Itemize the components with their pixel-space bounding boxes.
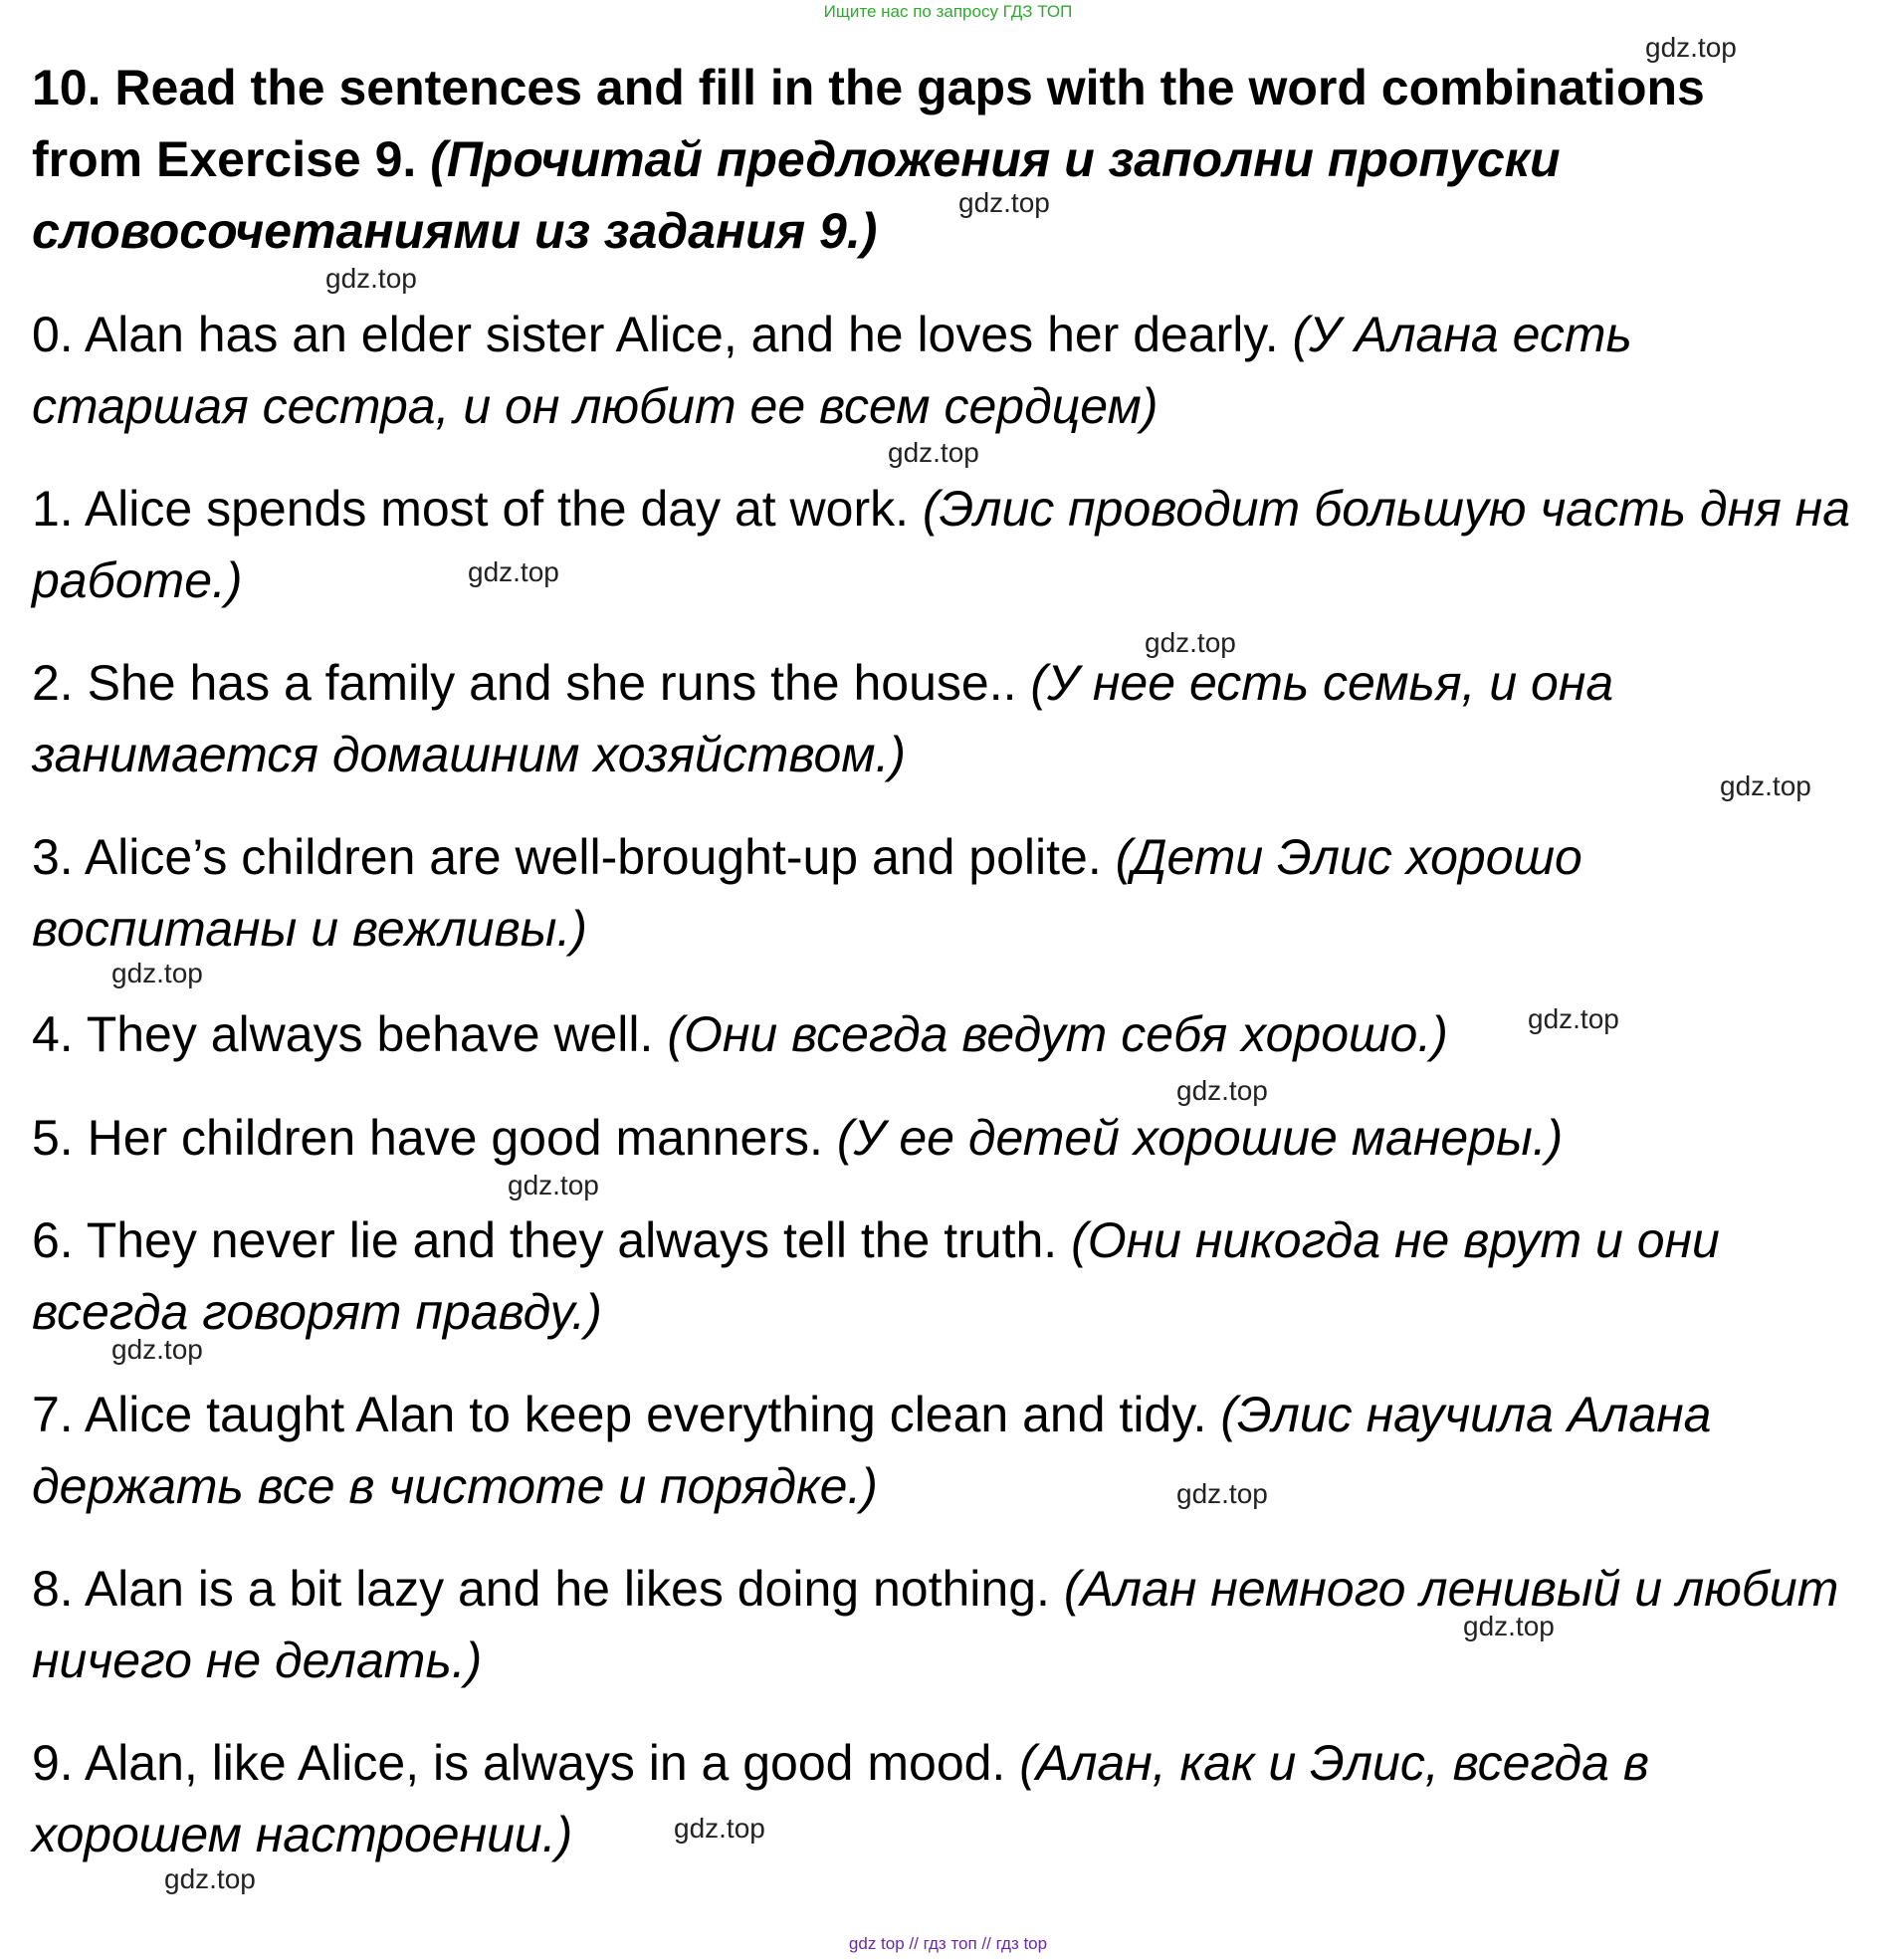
watermark: gdz.top (1176, 1075, 1268, 1106)
watermark: gdz.top (1528, 1003, 1619, 1034)
sentence-6 (32, 1204, 1853, 1348)
sentence-translation: (Они всегда ведут себя хорошо.) (667, 1006, 1448, 1062)
watermark: gdz.top (111, 1334, 203, 1365)
sentence-2 (32, 647, 1853, 790)
watermark: gdz.top (468, 556, 559, 587)
sentence-english: 7. Alice taught Alan to keep everything clean and tidy. (32, 1387, 1207, 1442)
watermark: gdz.top (958, 187, 1050, 218)
sentence-english: 8. Alan is a bit lazy and he likes doing nothing. (32, 1561, 1050, 1617)
watermark: gdz.top (325, 263, 417, 294)
watermark: gdz.top (674, 1813, 765, 1844)
sentence-translation: (У Алана есть старшая сестра, и он любит ее всем сердцем) (32, 307, 1632, 434)
sentence-3 (32, 821, 1853, 965)
sentence-english: 5. Her children have good manners. (32, 1110, 823, 1166)
watermark: gdz.top (1463, 1611, 1555, 1641)
sentence-translation: (Дети Элис хорошо воспитаны и вежливы.) (32, 829, 1582, 957)
watermark: gdz.top (164, 1863, 256, 1894)
sentence-english: 9. Alan, like Alice, is always in a good mood. (32, 1735, 1006, 1791)
watermark: gdz.top (888, 437, 979, 468)
sentence-translation: (Элис проводит большую часть дня на работе.) (32, 481, 1851, 608)
watermark: gdz.top (1645, 32, 1737, 63)
sentence-translation: (Алан, как и Элис, всегда в хорошем настроении.) (32, 1735, 1649, 1862)
watermark: gdz.top (1720, 770, 1811, 801)
sentence-english: 1. Alice spends most of the day at work. (32, 481, 910, 537)
watermark: gdz.top (1145, 627, 1236, 658)
watermark: gdz.top (1176, 1478, 1268, 1509)
sentence-5 (32, 1102, 1853, 1174)
sentence-english: 4. They always behave well. (32, 1006, 654, 1062)
sentence-1 (32, 473, 1853, 616)
watermark: gdz.top (111, 958, 203, 988)
sentence-english: 6. They never lie and they always tell the truth. (32, 1212, 1072, 1268)
sentence-translation: (Элис научила Алана держать все в чистоте и порядке.) (32, 1387, 1712, 1514)
sentence-english: 2. She has a family and she runs the house.. (32, 655, 1017, 711)
sentence-translation: (У нее есть семья, и она занимается домашним хозяйством.) (32, 655, 1614, 782)
sentence-0 (32, 299, 1853, 442)
sentence-9 (32, 1727, 1853, 1870)
sentence-english: 3. Alice’s children are well-brought-up and polite. (32, 829, 1102, 885)
watermark: gdz.top (508, 1170, 599, 1200)
sentence-english: 0. Alan has an elder sister Alice, and he loves her dearly. (32, 307, 1279, 362)
sentence-translation: (Алан немного ленивый и любит ничего не делать.) (32, 1561, 1839, 1688)
bottom-banner[interactable]: gdz top // гдз топ // гдз top (848, 1934, 1048, 1953)
title-english: 10. Read the sentences and fill in the gaps with the word combinations from Exercise 9. (32, 60, 1705, 187)
sentence-8 (32, 1553, 1853, 1696)
sentence-translation: (У ее детей хорошие манеры.) (836, 1110, 1564, 1166)
top-banner[interactable]: Ищите нас по запросу ГДЗ ТОП (823, 2, 1073, 21)
sentence-7 (32, 1379, 1853, 1522)
exercise-title (32, 52, 1823, 267)
title-russian: (Прочитай предложения и заполни пропуски словосочетаниями из задания 9.) (32, 131, 1561, 259)
sentence-translation: (Они никогда не врут и они всегда говорят правду.) (32, 1212, 1720, 1340)
